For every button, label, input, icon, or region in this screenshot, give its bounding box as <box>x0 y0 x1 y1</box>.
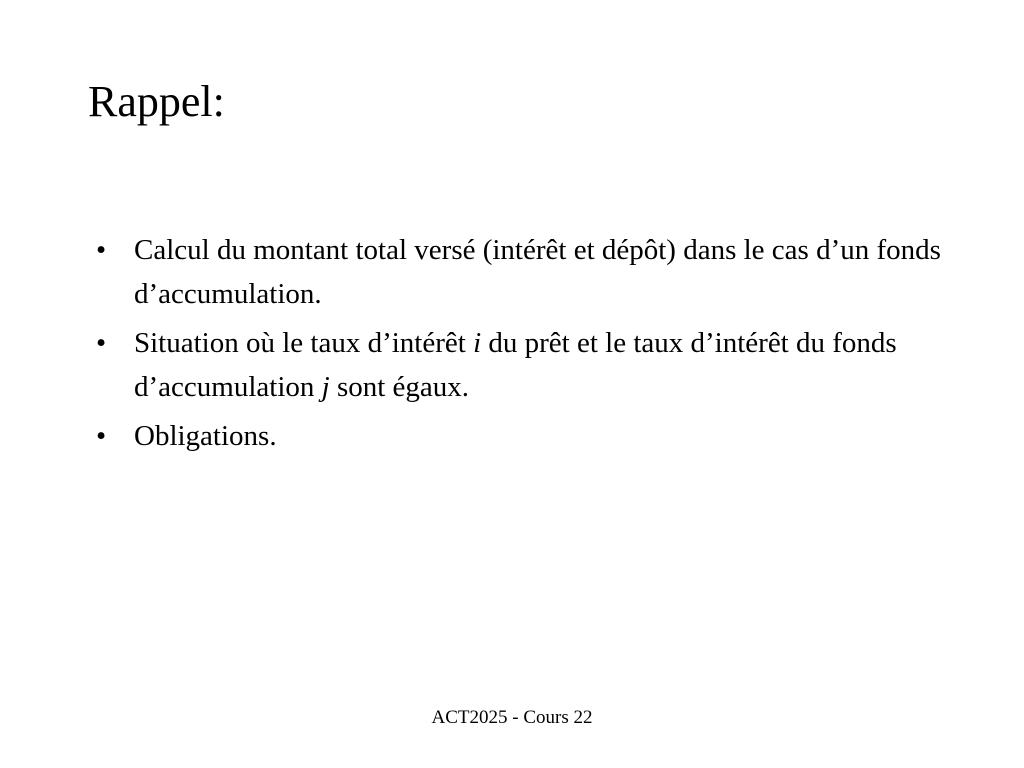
bullet-icon: • <box>96 420 107 452</box>
variable-j: j <box>321 371 330 403</box>
bullet-text-2c: sont égaux. <box>329 371 470 403</box>
bullet-text-2a: Situation où le taux d’intérêt <box>134 327 474 359</box>
slide-footer: ACT2025 - Cours 22 <box>431 707 593 728</box>
bullet-text-2b: du prêt et le taux d’intérêt du fonds d’accumulation <box>134 327 897 403</box>
variable-i: i <box>473 327 482 359</box>
bullet-list <box>96 228 946 463</box>
bullet-text-3: Obligations. <box>134 420 277 452</box>
bullet-icon: • <box>96 234 107 266</box>
slide-title: Rappel: <box>88 77 225 126</box>
bullet-icon: • <box>96 327 107 359</box>
bullet-item-2 <box>96 321 946 409</box>
bullet-item-3 <box>96 414 946 458</box>
bullet-text-1: Calcul du montant total versé (intérêt et dépôt) dans le cas d’un fonds d’accumulation. <box>134 234 941 310</box>
bullet-item-1 <box>96 228 946 316</box>
